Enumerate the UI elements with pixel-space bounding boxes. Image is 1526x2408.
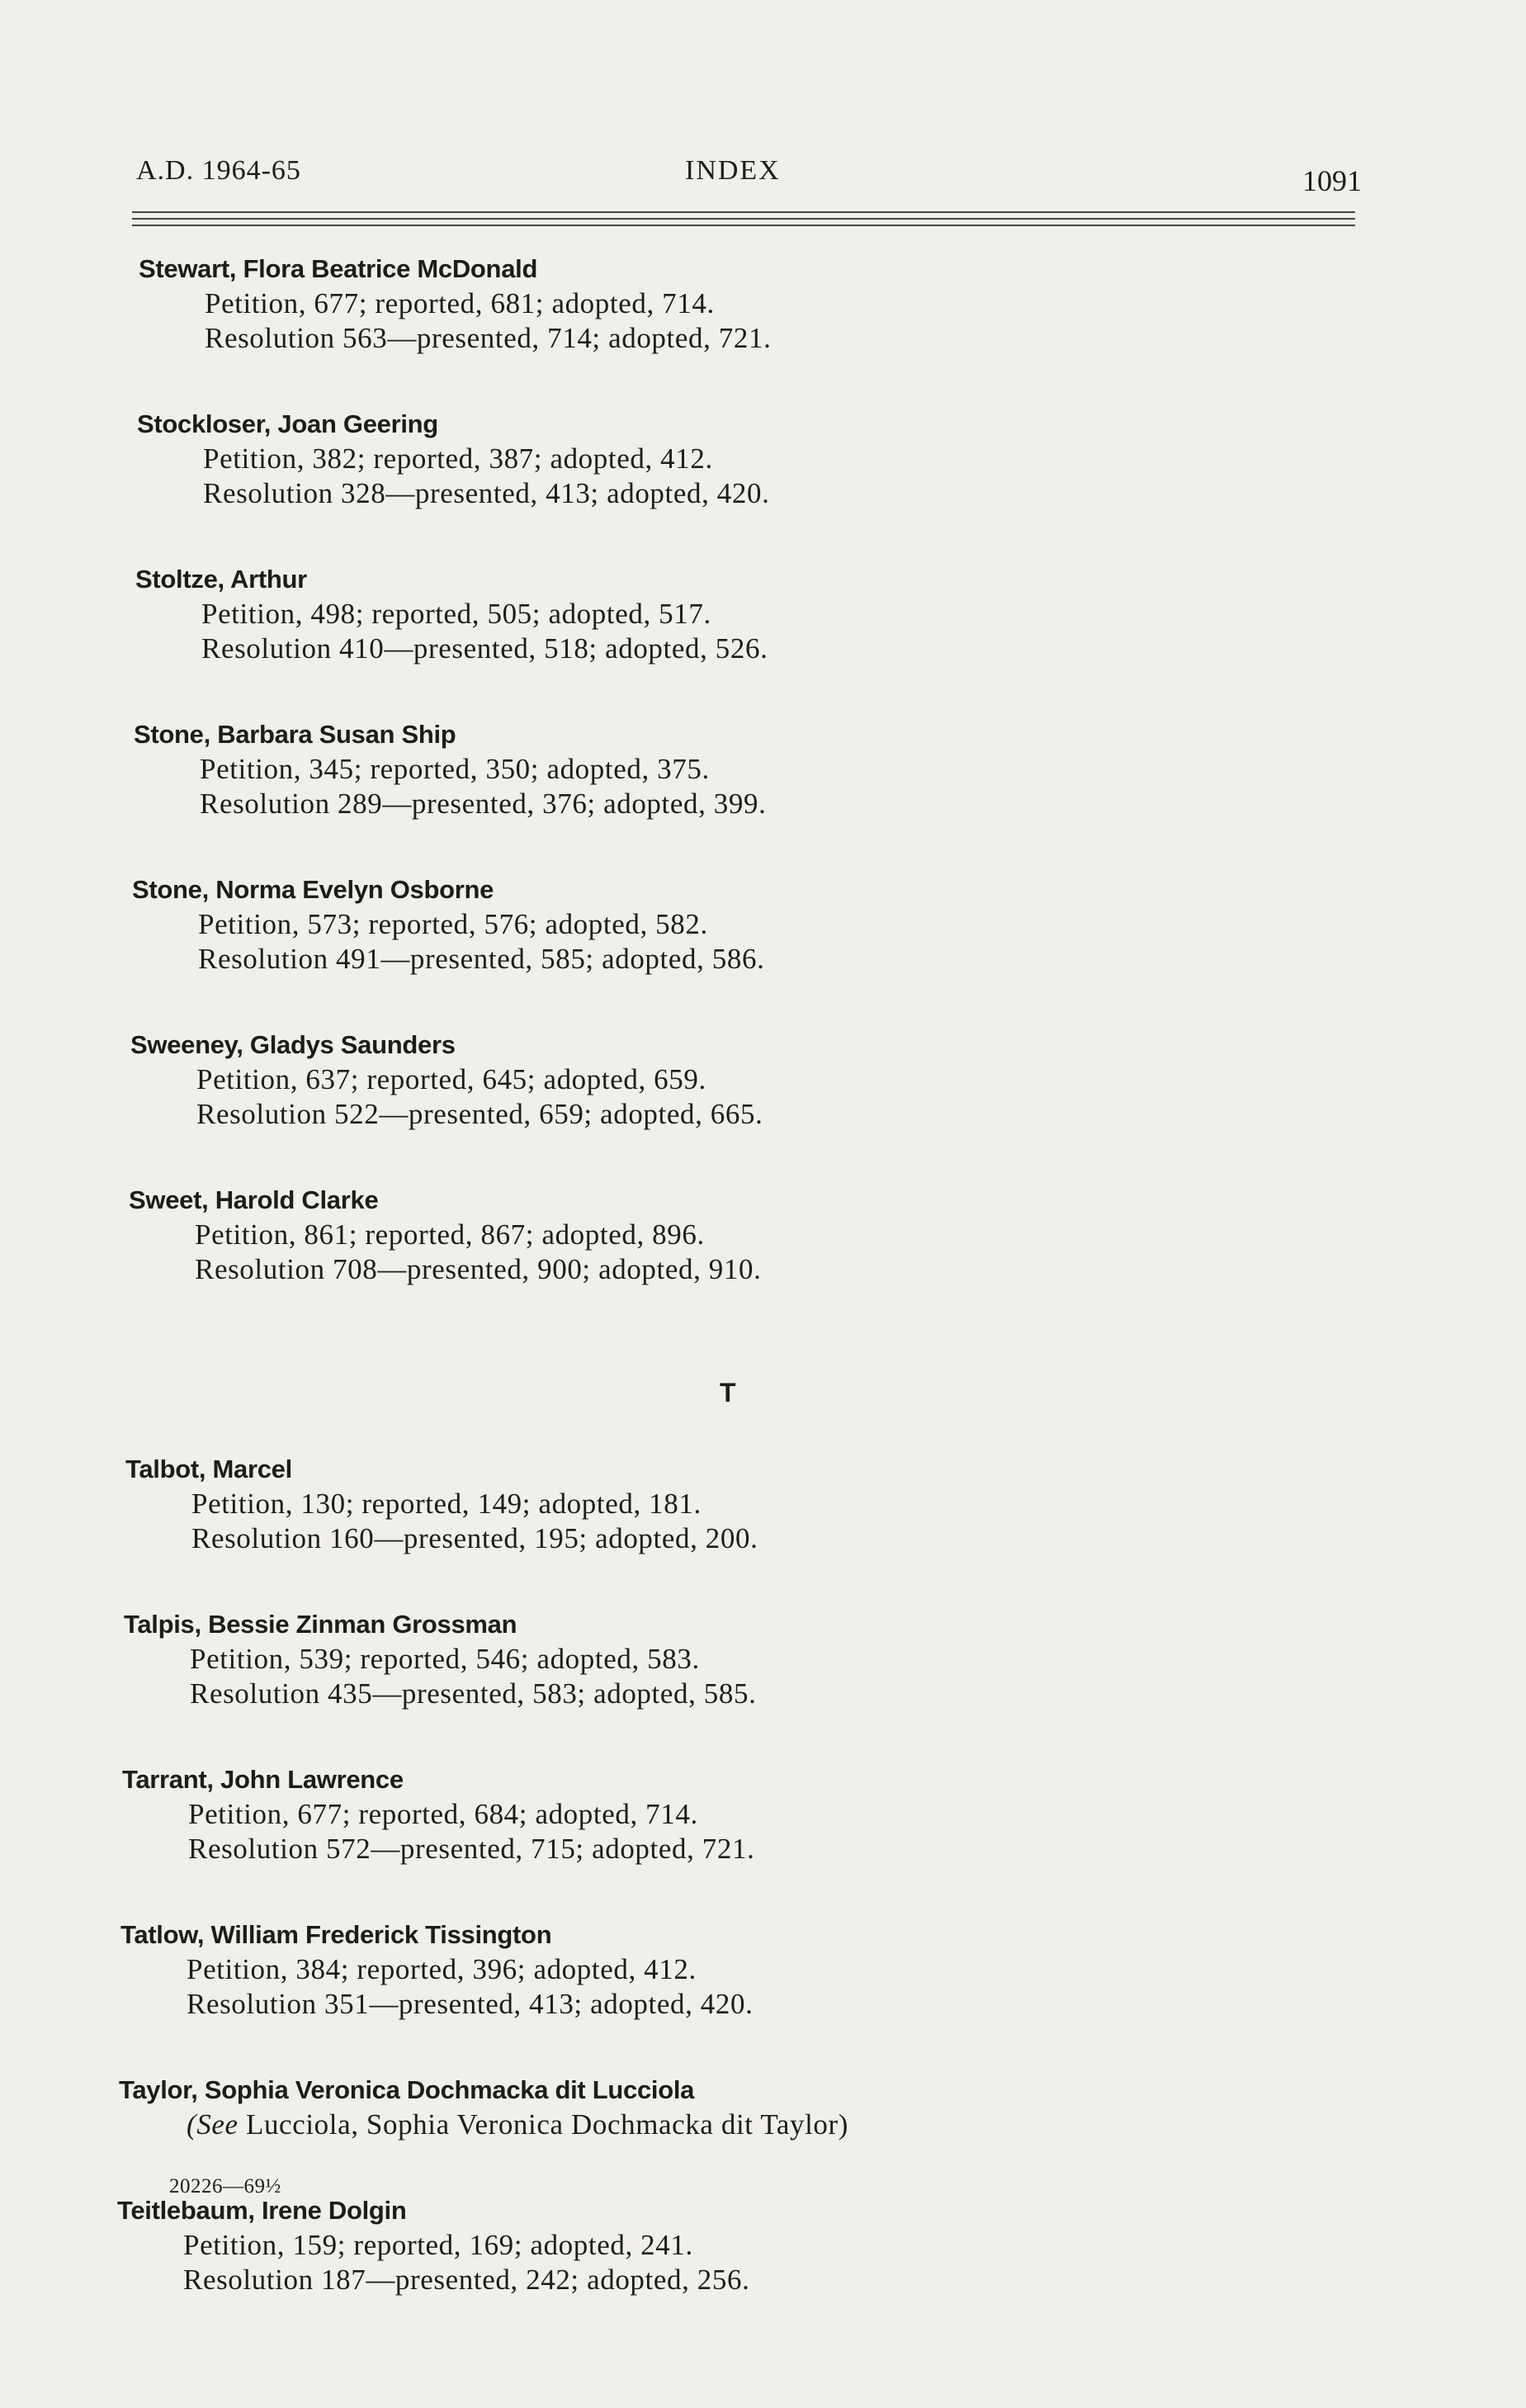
entry-petition: Petition, 539; reported, 546; adopted, 583.: [190, 1643, 700, 1675]
page-number: 1091: [1302, 164, 1362, 197]
entry-petition: Petition, 677; reported, 681; adopted, 714.: [205, 287, 715, 319]
header-rule-top: [132, 211, 1355, 213]
header-years: A.D. 1964-65: [136, 155, 301, 186]
entry-name: Stewart, Flora Beatrice McDonald: [139, 254, 538, 283]
entry-petition: Petition, 130; reported, 149; adopted, 181.: [191, 1488, 702, 1520]
entry-name: Stoltze, Arthur: [135, 565, 307, 594]
entry-name: Stockloser, Joan Geering: [137, 409, 438, 438]
entry-name: Talbot, Marcel: [125, 1455, 292, 1483]
entry-petition: Petition, 861; reported, 867; adopted, 896.: [195, 1218, 705, 1251]
entry-resolution: Resolution 410—presented, 518; adopted, 526.: [201, 632, 768, 665]
entry-resolution: Resolution 289—presented, 376; adopted, 399.: [200, 788, 767, 820]
entry-petition: Petition, 159; reported, 169; adopted, 241.: [183, 2229, 693, 2261]
entry-resolution: Resolution 491—presented, 585; adopted, 586.: [198, 943, 765, 975]
entry-resolution: Resolution 351—presented, 413; adopted, 420.: [187, 1988, 754, 2020]
entry-petition: Petition, 384; reported, 396; adopted, 412.: [187, 1953, 697, 1985]
entry-petition: Petition, 498; reported, 505; adopted, 517.: [201, 598, 711, 630]
index-entry: [122, 1762, 1526, 1866]
section-letter: T: [720, 1378, 736, 1407]
entry-resolution: Resolution 435—presented, 583; adopted, 585.: [190, 1677, 757, 1710]
index-entry: [135, 562, 1526, 666]
entry-resolution: Resolution 572—presented, 715; adopted, 721.: [188, 1833, 755, 1865]
index-entry: [137, 407, 1526, 511]
entry-petition: Petition, 573; reported, 576; adopted, 582.: [198, 908, 708, 940]
entry-resolution: Resolution 522—presented, 659; adopted, 665.: [196, 1098, 763, 1130]
index-entry: [139, 252, 1526, 356]
header-rule-middle: [132, 218, 1355, 220]
entry-petition: Petition, 637; reported, 645; adopted, 659.: [196, 1063, 706, 1095]
entry-resolution: Resolution 708—presented, 900; adopted, 910.: [195, 1253, 762, 1285]
index-entry: [125, 1452, 1526, 1556]
entry-resolution: Resolution 187—presented, 242; adopted, 256.: [183, 2264, 750, 2296]
entry-name: Taylor, Sophia Veronica Dochmacka dit Lucciola: [119, 2075, 695, 2104]
entry-name: Sweeney, Gladys Saunders: [130, 1030, 456, 1059]
entry-name: Talpis, Bessie Zinman Grossman: [124, 1610, 517, 1639]
header-title: INDEX: [685, 155, 781, 186]
running-head: [136, 149, 1362, 198]
see-prefix: (See: [187, 2108, 239, 2141]
entry-petition: Petition, 677; reported, 684; adopted, 714.: [188, 1798, 698, 1830]
entry-name: Stone, Barbara Susan Ship: [134, 720, 456, 749]
entry-name: Tatlow, William Frederick Tissington: [120, 1920, 552, 1949]
header-rule-bottom: [132, 225, 1355, 226]
entry-name: Tarrant, John Lawrence: [122, 1765, 404, 1794]
entry-name: Teitlebaum, Irene Dolgin: [117, 2196, 407, 2225]
entry-petition: Petition, 382; reported, 387; adopted, 412.: [203, 442, 713, 475]
index-entry: [120, 1918, 1526, 2022]
entry-name: Stone, Norma Evelyn Osborne: [132, 875, 494, 904]
index-entry: [130, 1028, 1526, 1132]
entry-petition: Petition, 345; reported, 350; adopted, 375.: [200, 753, 710, 785]
index-entry: [117, 2193, 1526, 2297]
section-letter-row: [0, 1378, 1526, 1419]
entry-name: Sweet, Harold Clarke: [129, 1185, 379, 1214]
index-entry: [129, 1183, 1526, 1287]
index-entries: [0, 252, 1526, 2349]
entry-resolution: Resolution 563—presented, 714; adopted, 721.: [205, 322, 772, 354]
index-entry: [134, 717, 1526, 821]
index-entry: [119, 2073, 1526, 2142]
index-entry: [124, 1607, 1526, 1711]
entry-resolution: Resolution 328—presented, 413; adopted, 420.: [203, 477, 770, 509]
entry-resolution: Resolution 160—presented, 195; adopted, 200.: [191, 1522, 758, 1554]
see-target: Lucciola, Sophia Veronica Dochmacka dit Taylor): [238, 2108, 849, 2141]
printer-code: 20226—69½: [169, 2175, 281, 2197]
index-entry: [132, 873, 1526, 977]
entry-cross-reference: [119, 2108, 1526, 2142]
